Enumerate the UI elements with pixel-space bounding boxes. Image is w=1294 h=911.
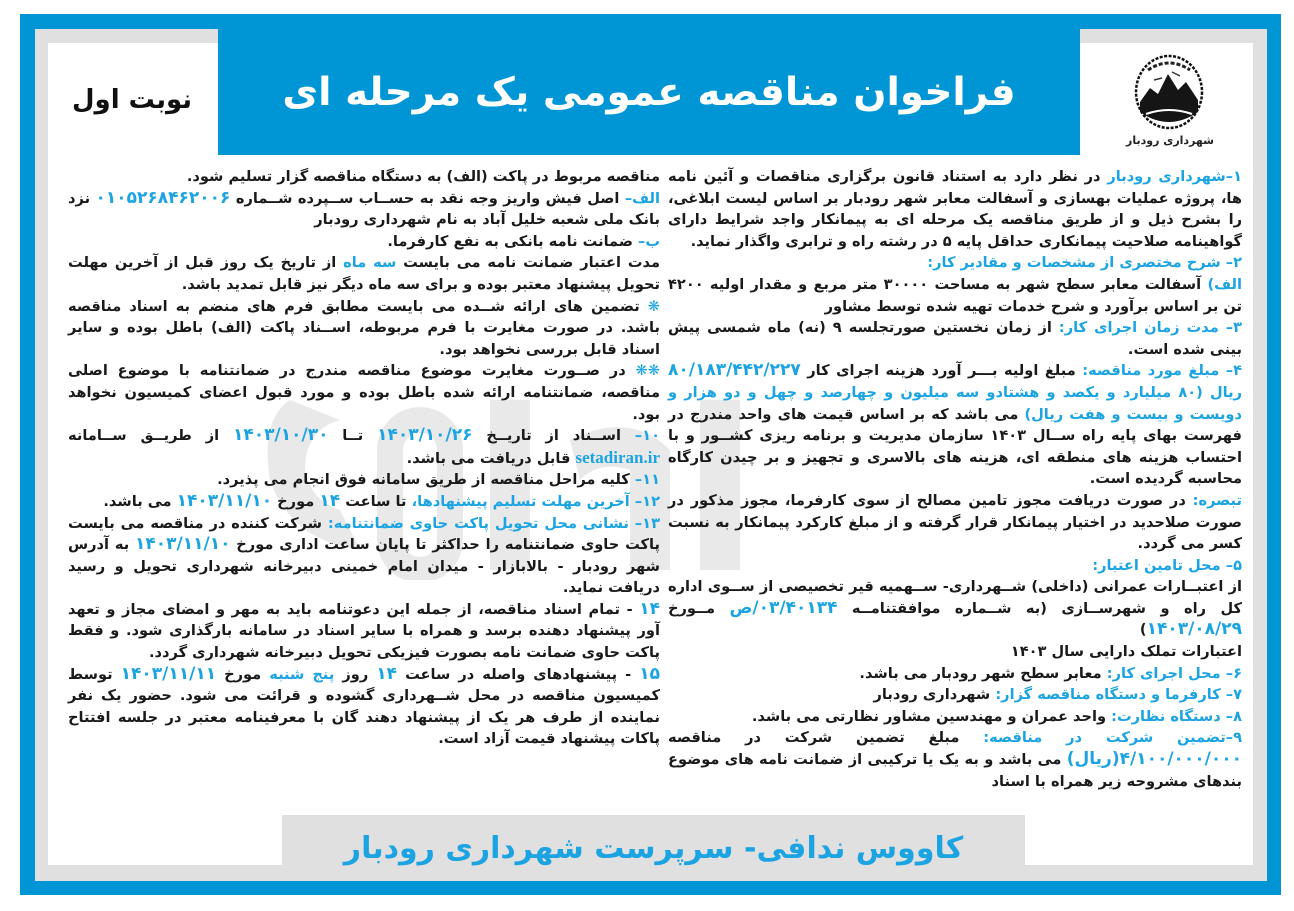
- section-4-text1: مبلغ اولیه بـــر آورد هزینه اجرای کار: [800, 362, 1083, 380]
- option-a-text1: اصل فیش واریز وجه نقد به حســاب ســپرده شــماره: [230, 189, 625, 207]
- section-5: [668, 555, 1242, 577]
- agreement-date: ۱۴۰۳/۰۸/۲۹: [1146, 619, 1242, 640]
- section-7: [668, 684, 1242, 706]
- validity-text1: مدت اعتبار ضمانت نامه می بایست: [396, 254, 661, 272]
- option-b-text: ضمانت نامه بانکی به نفع کارفرما.: [387, 232, 639, 250]
- option-b-lead: ب–: [638, 232, 660, 250]
- right-column: [668, 166, 1242, 792]
- deadline-hour: ۱۴: [319, 490, 341, 511]
- section-12-lead: ۱۲– آخرین مهلت تسلیم پیشنهادها،: [411, 492, 660, 510]
- estimated-amount: ۸۰/۱۸۳/۴۴۲/۲۲۷: [668, 360, 801, 381]
- agreement-number: ۰۳/۴۰۱۳۴/ص: [729, 597, 838, 618]
- section-13-lead: ۱۳– نشانی محل تحویل پاکت حاوی ضمانتنامه:: [327, 514, 660, 532]
- section-2a-lead: الف): [1207, 275, 1242, 293]
- section-7-lead: ۷– کارفرما و دستگاه مناقصه گزار:: [995, 686, 1242, 704]
- section-9: [668, 727, 1242, 792]
- section-9-text2: می باشد و به یک یا ترکیبی از ضمانت نامه های موضوع بندهای مشروحه زیر همراه با اسناد: [668, 751, 1242, 790]
- docs-from-date: ۱۴۰۳/۱۰/۲۶: [377, 425, 473, 446]
- double-asterism-icon: ❋❋: [635, 362, 660, 380]
- option-a-text2: نزد بانک ملی شعبه خلیل آباد به نام شهرداری رودبار: [68, 189, 660, 229]
- section-11: [68, 469, 660, 491]
- logo-caption: شهرداری رودبار: [1126, 134, 1214, 147]
- validity-text2: از تاریخ یک روز قبل از آخرین مهلت تحویل پیشنهاد معتبر بوده و برای سه ماه دیگر نیز قابل تمدید باشد.: [68, 254, 660, 293]
- opening-day: پنج شنبه: [269, 665, 335, 683]
- signature-box: [282, 815, 1025, 881]
- opening-date: ۱۴۰۳/۱۱/۱۱: [120, 663, 217, 684]
- opening-hour: ۱۴: [376, 663, 398, 684]
- section-3-lead: ۳– مدت زمان اجرای کار:: [1058, 319, 1242, 337]
- municipality-logo: [1120, 52, 1220, 170]
- section-1: [668, 166, 1242, 252]
- section-10-text3: از طریــق ســامانه: [68, 427, 234, 445]
- option-a: [68, 188, 660, 231]
- option-a-lead: الف–: [624, 189, 660, 207]
- section-5-lead: ۵– محل تامین اعتبار:: [1092, 556, 1242, 574]
- note-lead: تبصره:: [1192, 491, 1242, 509]
- validity-period: سه ماه: [343, 254, 397, 272]
- section-10-lead: ۱۰–: [634, 427, 660, 445]
- section-3-text: از زمان نخستین صورتجلسه ۹ (نه) ماه شمسی پیش بینی شده است.: [668, 319, 1242, 358]
- section-15-text4: توسط کمیسیون مناقصه در محل شــهرداری گشوده و قرائت می شود. حضور یک نفر نماینده از طرف هر یک از پیشنهاد دهند گان با معرفینامه معتبر در جلسه افتتاح پاکات پیشنهاد قیمت آزاد است.: [68, 665, 660, 748]
- section-12-text3: می باشد.: [103, 492, 177, 510]
- municipality-seal-icon: [1132, 52, 1206, 132]
- section-2a-text: آسفالت معابر سطح شهر به مساحت ۳۰۰۰۰ متر مربع و مقدار اولیه ۴۲۰۰ تن بر اساس برآورد و شرح خدمات تهیه شده توسط مشاور: [668, 275, 1242, 315]
- section-6-lead: ۶– محل اجرای کار:: [1106, 664, 1242, 682]
- section-10-text2: تــا: [328, 427, 378, 445]
- envelope-date: ۱۴۰۳/۱۱/۱۰: [135, 534, 231, 555]
- section-5-body: [668, 576, 1242, 641]
- note-text: در صورت دریافت مجوز تامین مصالح از سوی کارفرما، مجوز مذکور در صورت صلاحدید در اختیار پیمانکار قرار گرفته و از مبلغ کارکرد پیمانکار به نسبت کسر می گردد.: [668, 491, 1242, 553]
- section-11-text: کلیه مراحل مناقصه از طریق سامانه فوق انجام می پذیرد.: [217, 471, 635, 489]
- section-10: [68, 425, 660, 469]
- section-14-lead: ۱۴: [639, 598, 660, 619]
- section-11-lead: ۱۱–: [634, 471, 660, 489]
- section-6: [668, 663, 1242, 685]
- section-5-credit: [668, 641, 1242, 663]
- section-13-text2: به آدرس شهر رودبار - بالابازار - میدان امام خمینی دبیرخانه شهرداری تحویل و رسید دریافت نماید.: [68, 536, 660, 597]
- star-note-1-text: تضمین های ارائه شــده می بایست مطابق فرم های منضم به اسناد مناقصه باشد. در صورت مغایرت با فرم مربوطه، اســناد پاکت (الف) باطل بوده و سایر اسناد قابل بررسی نخواهد بود.: [68, 297, 660, 358]
- star-note-1: [68, 296, 660, 361]
- publication-round: نوبت اول: [71, 85, 193, 115]
- section-8: [668, 706, 1242, 728]
- deadline-date: ۱۴۰۳/۱۱/۱۰: [176, 490, 273, 511]
- section-5-text1: از اعتبــارات عمرانی (داخلی) شــهرداری- ســهمیه قیر تخصیصی از ســوی اداره کل راه و شهرســازی (به شــماره موافقتنامــه: [668, 578, 1242, 617]
- section-15-text1: - پیشنهادهای واصله در ساعت: [397, 665, 640, 683]
- section-10-text1: اســناد از تاریــخ: [472, 427, 635, 445]
- section-15-text2: روز: [334, 665, 377, 683]
- section-14-text: - تمام اسناد مناقصه، از جمله این دعوتنامه باید به مهر و امضای مجاز و تعهد آور پیشنهاد دهنده برسد و همراه با سایر اسناد در سامانه بارگذاری شود. و فقط پاکت حاوی ضمانت نامه بصورت فیزیکی تحویل دبیرخانه شهرداری گردد.: [68, 600, 660, 662]
- section-8-text: واحد عمران و مهندسین مشاور نظارتی می باشد.: [751, 707, 1112, 725]
- section-2-lead: ۲– شرح مختصری از مشخصات و مقادیر کار:: [927, 254, 1242, 272]
- section-15-lead: ۱۵: [639, 663, 660, 684]
- title-band: [218, 29, 1080, 155]
- section-2: [668, 252, 1242, 274]
- section-13: [68, 513, 660, 599]
- star-note-2: [68, 360, 660, 425]
- section-8-lead: ۸– دستگاه نظارت:: [1111, 707, 1242, 725]
- section-9-lead: ۹–تضمین شرکت در مناقصه:: [983, 729, 1242, 747]
- section-5-text2: مــورخ: [668, 599, 730, 617]
- signature: کاووس ندافی- سرپرست شهرداری رودبار: [343, 830, 964, 866]
- section-5-text4: اعتبارات تملک دارایی سال ۱۴۰۳: [1010, 643, 1242, 661]
- asterism-icon: ❋: [647, 297, 660, 315]
- section-1-text: در نظر دارد به استناد قانون برگزاری مناقصات و آئین نامه ها، پروژه عملیات بهسازی و آسفالت معابر شهر رودبار بر اساس لیست ابلاغی، را بشرح ذیل و از طریق مناقصه یک مرحله ای به پیمانکار واجد شرایط دارای گواهینامه صلاحیت پیمانکاری حداقل پایه ۵ در رشته راه و ترابری واگذار نماید.: [668, 168, 1242, 250]
- guarantee-amount: ۴/۱۰۰/۰۰۰/۰۰۰(ریال): [1066, 749, 1242, 770]
- section-15-text3: مورخ: [216, 665, 270, 683]
- section-12: [68, 491, 660, 513]
- section-6-text: معابر سطح شهر رودبار می باشد.: [859, 664, 1107, 682]
- docs-to-date: ۱۴۰۳/۱۰/۳۰: [233, 425, 329, 446]
- section-12-text2: مورخ: [272, 492, 320, 510]
- section-2a: [668, 274, 1242, 317]
- account-number: ۰۱۰۵۲۶۸۴۶۲۰۰۶: [95, 187, 231, 208]
- section-3: [668, 317, 1242, 360]
- section-15: [68, 664, 660, 750]
- section-7-text: شهرداری رودبار: [873, 686, 996, 704]
- validity: [68, 252, 660, 295]
- section-10-text4: قابل دریافت می باشد.: [406, 449, 576, 467]
- section-4-text2: می باشد که بر اساس قیمت های واحد مندرج در فهرست بهای پایه راه ســال ۱۴۰۳ سازمان مدیریت و برنامه ریزی کشــور و با احتساب هزینه های منطقه ای، هزینه های بالاسری و تجهیز و بر چیدن کارگاه محاسبه گردیده است.: [668, 405, 1242, 488]
- section-1-lead: ۱–شهرداری رودبار: [1107, 168, 1242, 185]
- star-note-2-text: در صــورت مغایرت موضوع مناقصه مندرج در ضمانتنامه با موضوع اصلی مناقصه، ضمانتنامه ارائه شده باطل بوده و مورد قبول اعضای کمیسیون نخواهد بود.: [68, 362, 660, 423]
- section-9-text1: مبلغ تضمین شرکت در مناقصه: [668, 729, 984, 747]
- left-column: [68, 166, 660, 750]
- section-5-text3: ): [1139, 621, 1147, 639]
- continuation: مناقصه مربوط در پاکت (الف) به دستگاه مناقصه گزار تسلیم شود.: [186, 168, 660, 185]
- setadiran-link[interactable]: setadiran.ir: [575, 447, 660, 467]
- section-4-lead: ۴– مبلغ مورد مناقصه:: [1082, 362, 1242, 380]
- section-4: [668, 360, 1242, 490]
- note: [668, 490, 1242, 555]
- option-b: [68, 231, 660, 253]
- section-14: [68, 599, 660, 664]
- estimated-amount-words: ریال (۸۰ میلیارد و یکصد و هشتادو سه میلیون و چهارصد و چهل و دو هزار و دویست و بیست و هفت ریال): [668, 383, 1242, 423]
- section-12-text1: تا ساعت: [340, 492, 412, 510]
- section-13-text1: شرکت کننده در مناقصه می بایست پاکت حاوی ضمانتنامه را حداکثر تا پایان ساعت اداری مورخ: [68, 514, 660, 554]
- page-title: فراخوان مناقصه عمومی یک مرحله ای: [282, 69, 1016, 115]
